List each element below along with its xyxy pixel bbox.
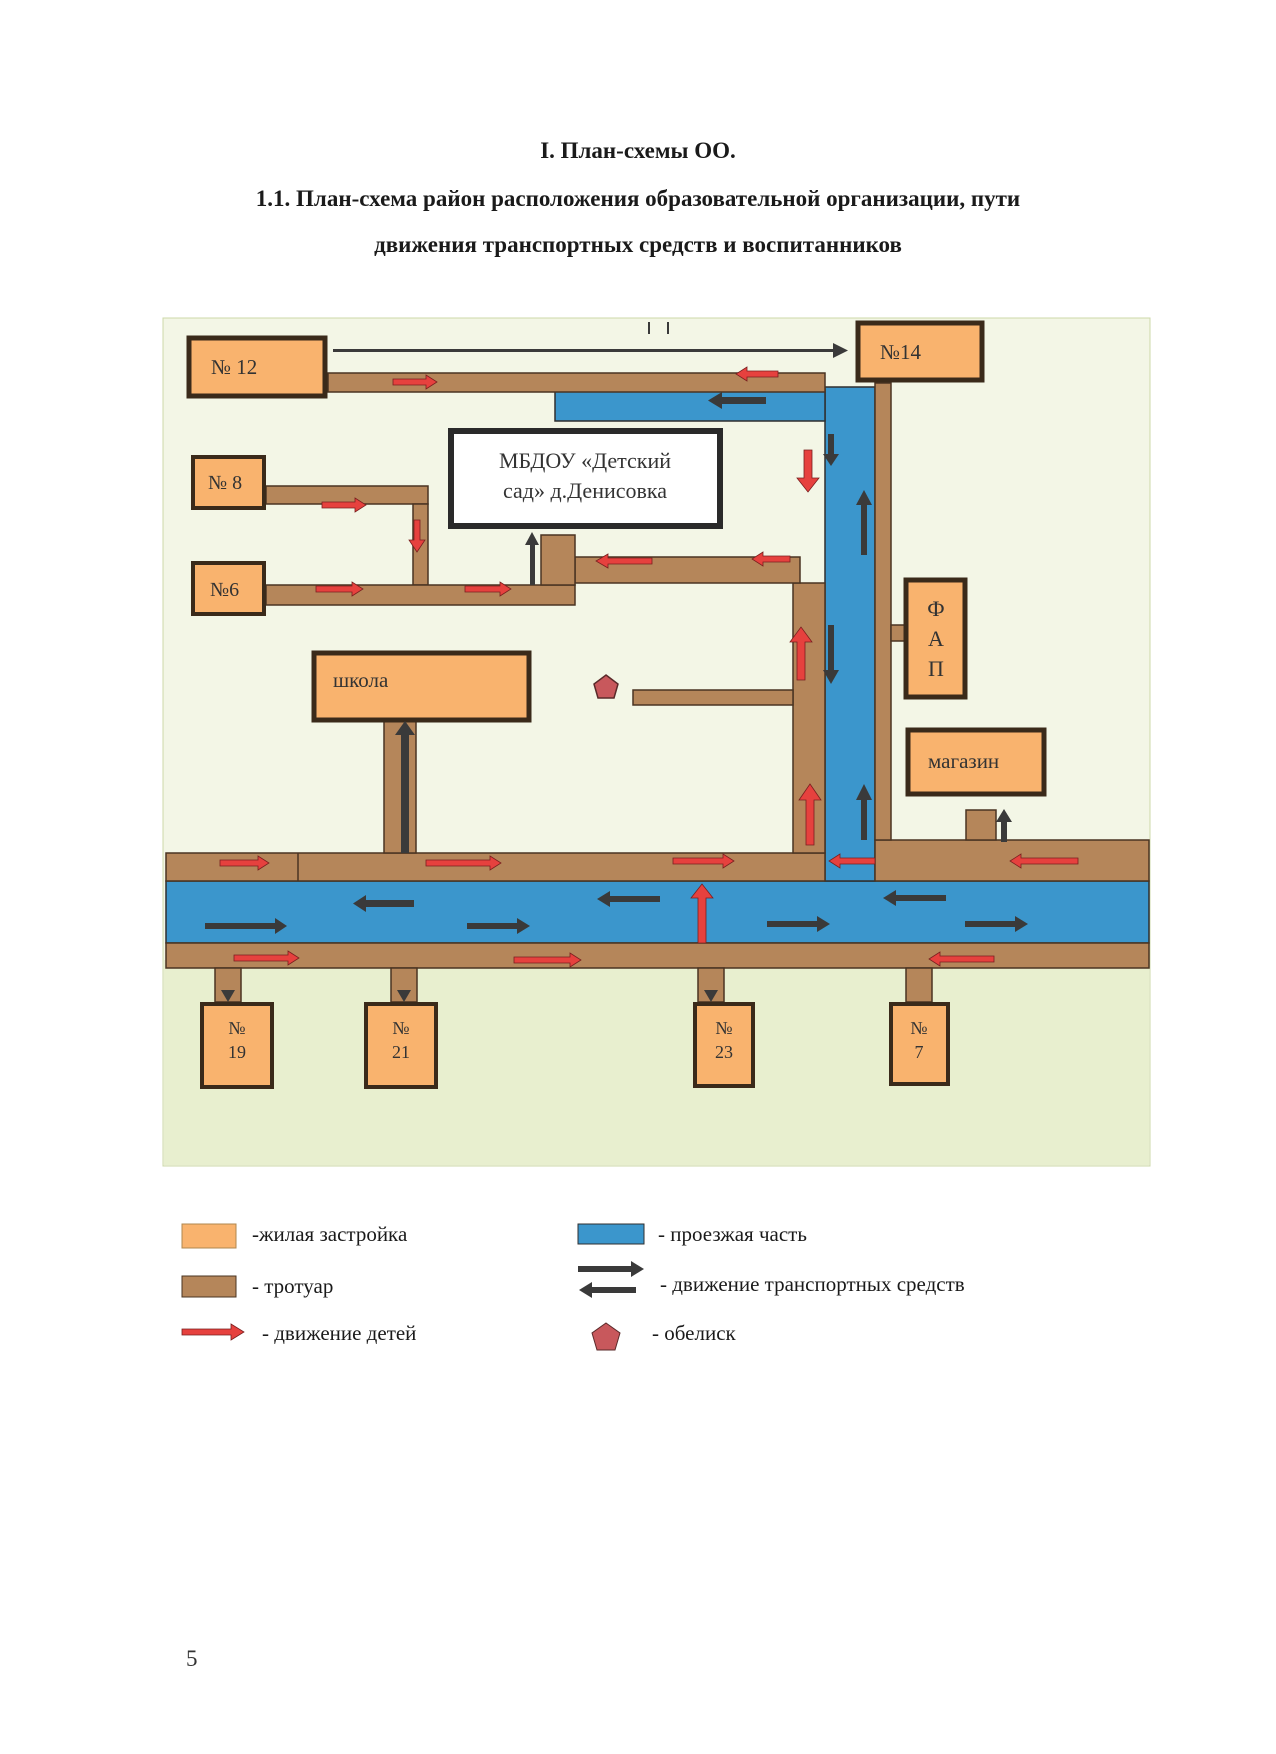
sidewalk-right-vertical — [875, 383, 891, 840]
fap-letter-2: А — [928, 626, 944, 651]
legend-children-label: - движение детей — [262, 1321, 417, 1345]
kindergarten-label-line1: МБДОУ «Детский — [498, 448, 672, 473]
section-title: I. План-схемы ОО. — [540, 138, 736, 163]
school-label: школа — [333, 668, 389, 692]
vehicle-arrow-vert-down-1 — [828, 434, 834, 454]
house-21-label-b: 21 — [392, 1042, 410, 1062]
legend-road-label: - проезжая часть — [658, 1222, 807, 1246]
fap-letter-1: Ф — [927, 596, 945, 621]
house-23-label-a: № — [715, 1018, 733, 1038]
house-21-label-a: № — [392, 1018, 410, 1038]
vehicle-arrow-vert-down-2 — [828, 625, 834, 670]
sidewalk-kg-entry — [541, 535, 575, 585]
vehicle-arrow-top-line — [333, 349, 833, 352]
sidewalk-main-bottom — [166, 943, 1149, 968]
house-12-label: № 12 — [211, 355, 258, 379]
road-main — [166, 881, 1149, 943]
vehicle-arrow-shop — [1001, 822, 1007, 842]
road-top — [555, 390, 825, 421]
fap-letter-3: П — [928, 656, 944, 681]
sidewalk-school-path — [384, 720, 416, 853]
vehicle-arrow-kg-entry — [530, 545, 535, 585]
sidewalk-shop-entry — [966, 810, 996, 840]
shop-label: магазин — [928, 749, 1000, 773]
house-23-label-b: 23 — [715, 1042, 733, 1062]
vehicle-arrow-vert-up-2 — [861, 800, 867, 840]
house-19-label-b: 19 — [228, 1042, 246, 1062]
page-number: 5 — [186, 1646, 198, 1671]
sidewalk-h8-row — [266, 486, 428, 504]
house-8-label: № 8 — [208, 472, 243, 494]
legend-obelisk-label: - обелиск — [652, 1321, 736, 1345]
legend-vehicles-label: - движение транспортных средств — [660, 1272, 965, 1296]
vehicle-arrow-school — [401, 735, 409, 853]
top-tick-1 — [648, 322, 650, 334]
top-tick-2 — [667, 322, 669, 334]
legend-sidewalk-label: - тротуар — [252, 1274, 334, 1298]
house-6-label: №6 — [210, 579, 240, 601]
sidewalk-obelisk-spur — [633, 690, 793, 705]
house-14-label: №14 — [880, 340, 922, 364]
legend-residential-label: -жилая застройка — [252, 1222, 408, 1246]
subsection-title: 1.1. План-схема район расположения образовательной организации, пути — [255, 186, 1021, 211]
vehicle-arrow-vert-up-1 — [861, 505, 867, 555]
map-lower-tint — [164, 960, 1149, 1165]
vehicle-arrow-top-road — [722, 397, 766, 404]
sidewalk-h6-row — [266, 585, 575, 605]
house-19-label-a: № — [228, 1018, 246, 1038]
sidewalk-h7-path — [906, 968, 932, 1002]
kindergarten-label-line2: сад» д.Денисовка — [502, 478, 668, 503]
subsection-title-continued: движения транспортных средств и воспитанников — [374, 232, 902, 257]
house-7-label-a: № — [910, 1018, 928, 1038]
house-7-label-b: 7 — [914, 1042, 924, 1062]
